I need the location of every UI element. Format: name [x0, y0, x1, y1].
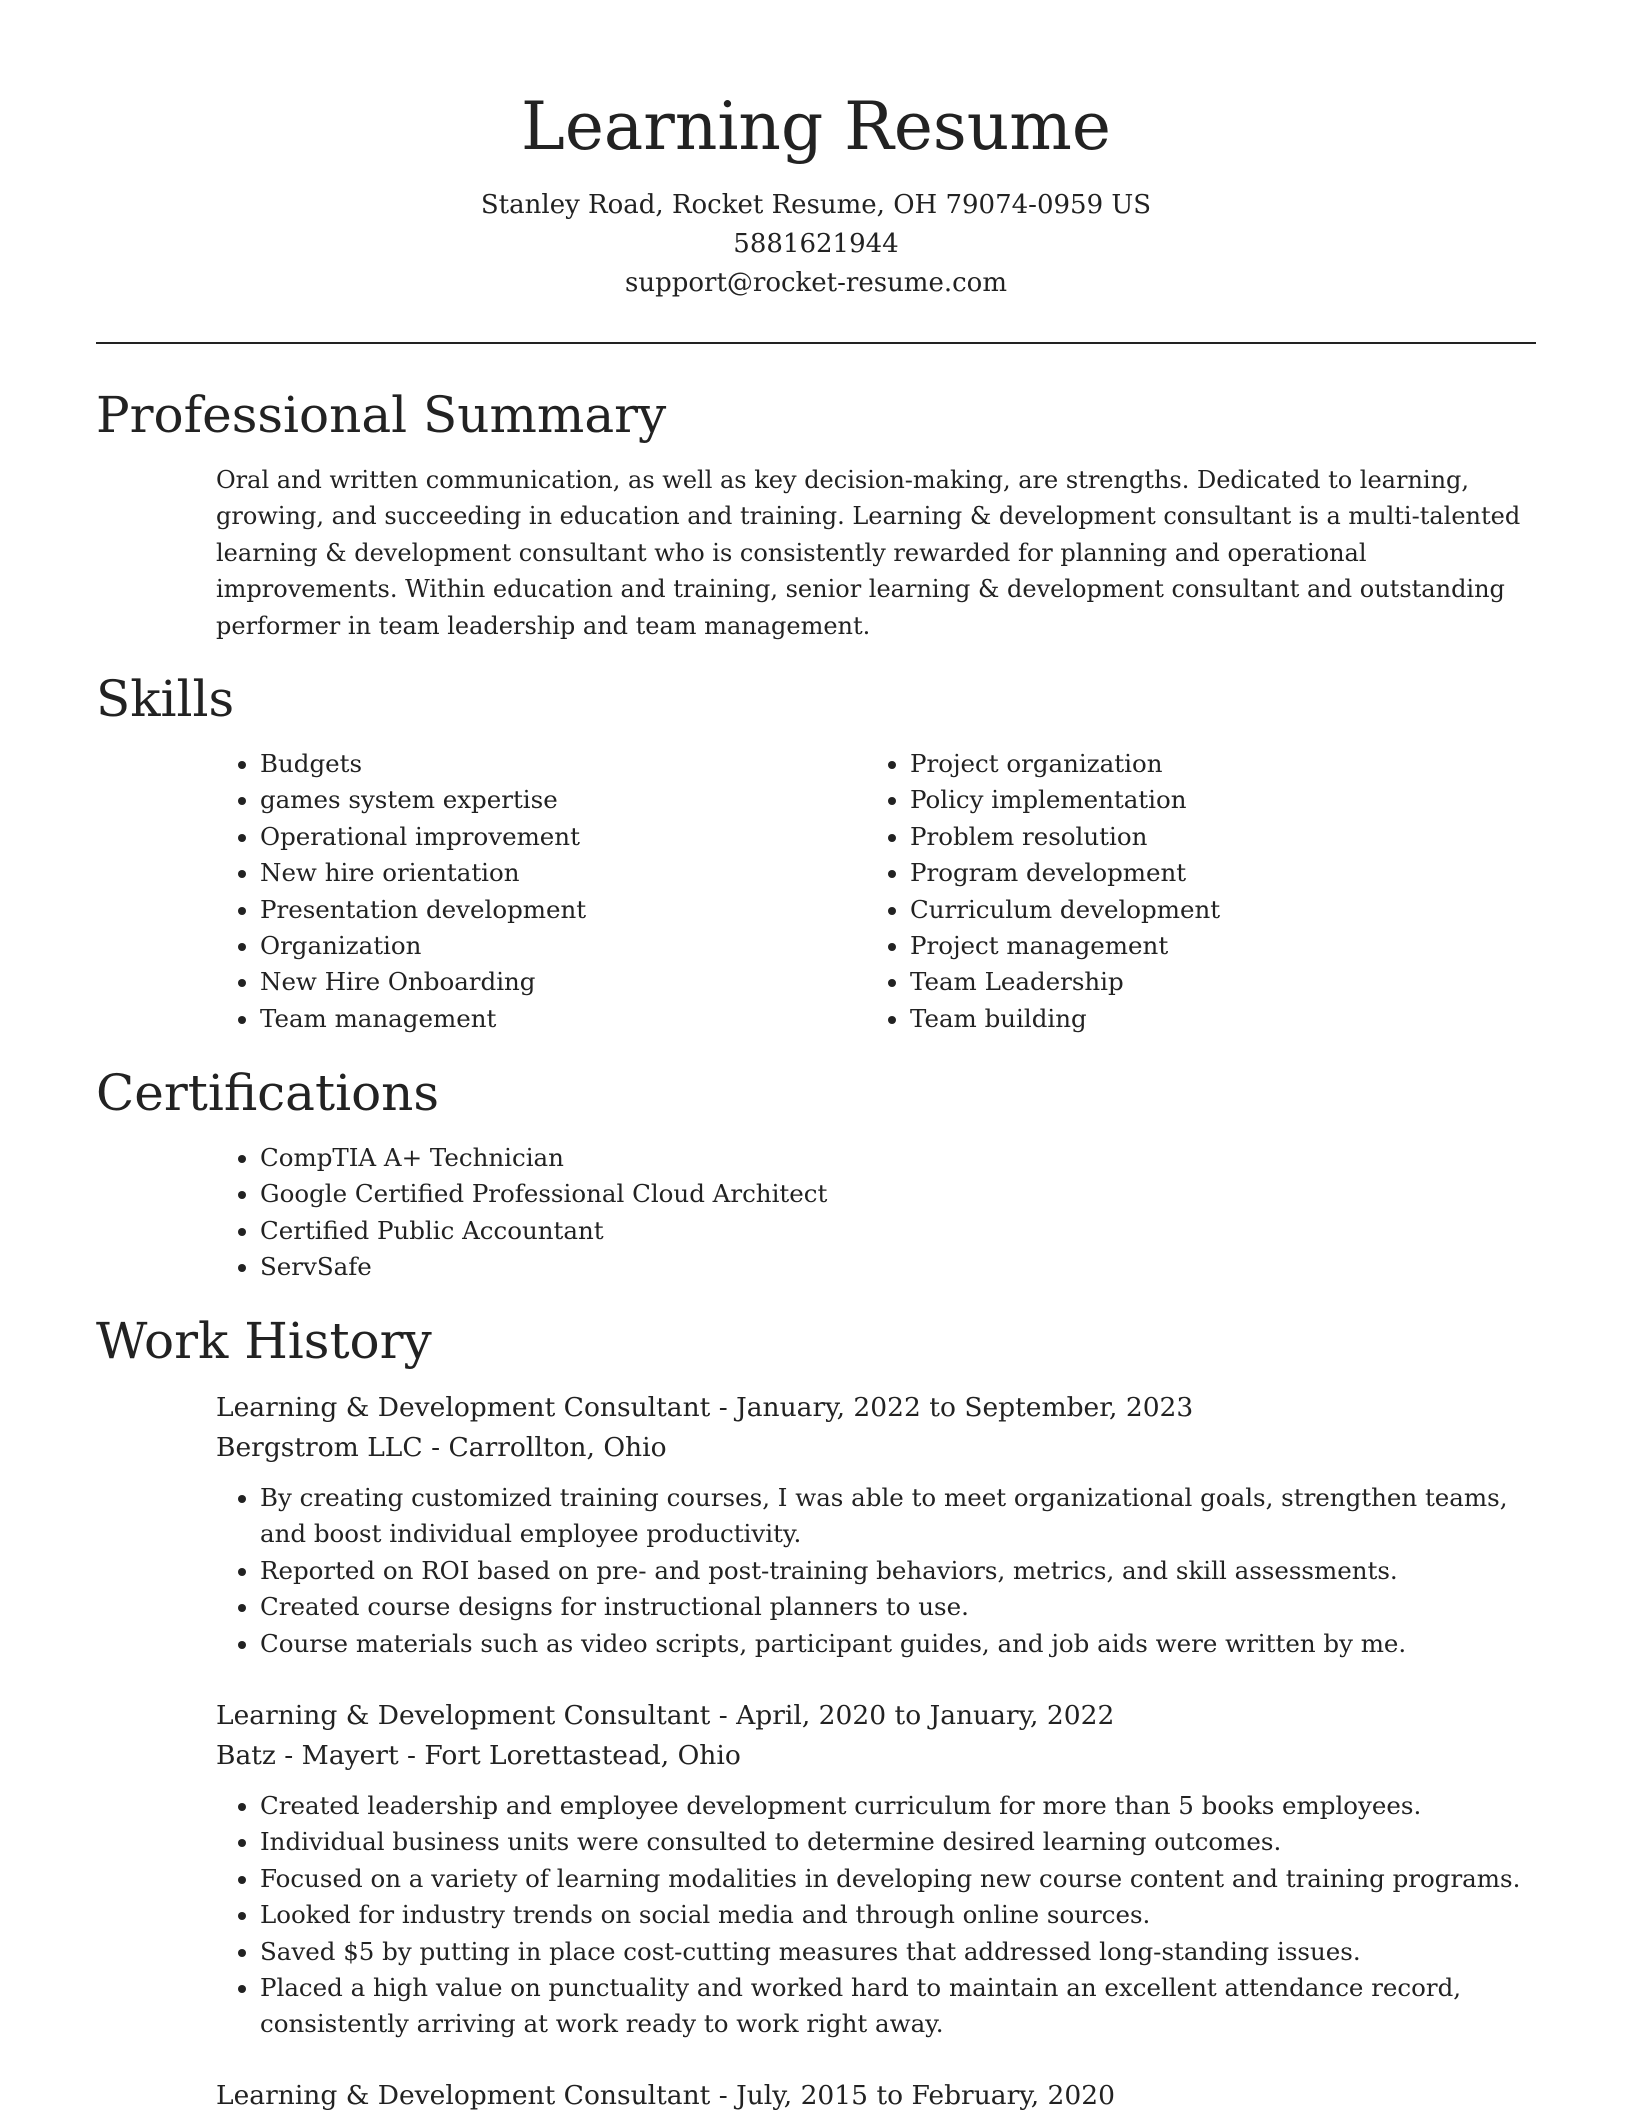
job-entry: [216, 2076, 1536, 2116]
job-bullet: • Looked for industry trends on social media and through online sources.: [260, 1897, 1536, 1933]
job-bullet: • Saved $5 by putting in place cost-cutting measures that addressed long-standing issues.: [260, 1934, 1536, 1970]
certifications-heading: Certifications: [96, 1064, 440, 1122]
job-company: Batz - Mayert: [216, 1740, 399, 1771]
job-title: Learning & Development Consultant: [216, 1392, 711, 1423]
job-title-line: Learning & Development Consultant - January, 2022 to September, 2023: [216, 1392, 1194, 1423]
job-title: Learning & Development Consultant: [216, 1700, 711, 1731]
job-dates: January, 2022 to September, 2023: [736, 1392, 1194, 1423]
job-bullet: • Created course designs for instructional planners to use.: [260, 1589, 1536, 1625]
job-title-line: Learning & Development Consultant - April, 2020 to January, 2022: [216, 1700, 1115, 1731]
job-location: Carrollton, Ohio: [448, 1432, 667, 1463]
skill-item: • Project management: [910, 928, 1220, 964]
certification-item: • Google Certified Professional Cloud Architect: [260, 1176, 827, 1212]
resume-name: Learning Resume: [521, 88, 1111, 165]
job-bullet: • Course materials such as video scripts, participant guides, and job aids were written by me.: [260, 1626, 1536, 1662]
job-location: Fort Lorettastead, Ohio: [424, 1740, 741, 1771]
skill-item: • Team management: [260, 1001, 586, 1037]
skill-item: • Budgets: [260, 746, 586, 782]
work-history-heading: Work History: [96, 1312, 432, 1370]
certifications-list-wrap: [216, 1140, 827, 1286]
job-bullet: • By creating customized training courses, I was able to meet organizational goals, strengthen teams, and boost individual employee productivity.: [260, 1480, 1536, 1553]
skill-item: • Presentation development: [260, 892, 586, 928]
job-bullets: [216, 1788, 1536, 2043]
skill-item: • Curriculum development: [910, 892, 1220, 928]
email: support@rocket-resume.com: [624, 268, 1007, 298]
certification-item: • ServSafe: [260, 1249, 827, 1285]
skills-right-list: [866, 746, 1220, 1037]
skill-item: • New Hire Onboarding: [260, 964, 586, 1000]
job-company-line: Bergstrom LLC - Carrollton, Ohio: [216, 1432, 667, 1463]
skills-right-column: [866, 746, 1220, 1037]
job-company-line: Batz - Mayert - Fort Lorettastead, Ohio: [216, 1740, 741, 1771]
job-title-line: Learning & Development Consultant - July, 2015 to February, 2020: [216, 2080, 1115, 2111]
skills-heading: Skills: [96, 670, 235, 728]
job-dates: April, 2020 to January, 2022: [736, 1700, 1115, 1731]
job-bullet: • Created leadership and employee development curriculum for more than 5 books employees.: [260, 1788, 1536, 1824]
skill-item: • Policy implementation: [910, 782, 1220, 818]
resume-header: [96, 78, 1536, 303]
skill-item: • Team building: [910, 1001, 1220, 1037]
skills-left-list: [216, 746, 586, 1037]
job-bullet: • Individual business units were consulted to determine desired learning outcomes.: [260, 1824, 1536, 1860]
job-bullets: [216, 1480, 1536, 1662]
skill-item: • Program development: [910, 855, 1220, 891]
job-bullet: • Reported on ROI based on pre- and post-training behaviors, metrics, and skill assessments.: [260, 1553, 1536, 1589]
certification-item: • Certified Public Accountant: [260, 1213, 827, 1249]
skill-item: • Problem resolution: [910, 819, 1220, 855]
skills-left-column: [216, 746, 586, 1037]
skill-item: • Project organization: [910, 746, 1220, 782]
job-title: Learning & Development Consultant: [216, 2080, 711, 2111]
job-bullet: • Placed a high value on punctuality and worked hard to maintain an excellent attendance record, consistently arriving at work ready to work right away.: [260, 1970, 1536, 2043]
skill-item: • New hire orientation: [260, 855, 586, 891]
skill-item: • games system expertise: [260, 782, 586, 818]
job-bullet: • Focused on a variety of learning modalities in developing new course content and training programs.: [260, 1861, 1536, 1897]
summary-heading: Professional Summary: [96, 386, 667, 444]
certification-item: • CompTIA A+ Technician: [260, 1140, 827, 1176]
job-dates: July, 2015 to February, 2020: [736, 2080, 1115, 2111]
job-entry: [216, 1388, 1536, 1662]
skill-item: • Operational improvement: [260, 819, 586, 855]
certifications-list: [216, 1140, 827, 1286]
address: Stanley Road, Rocket Resume, OH 79074-0959 US: [480, 190, 1152, 220]
job-entry: [216, 1696, 1536, 2043]
skill-item: • Organization: [260, 928, 586, 964]
phone: 5881621944: [733, 229, 899, 259]
job-company: Bergstrom LLC: [216, 1432, 423, 1463]
summary-text: Oral and written communication, as well as key decision-making, are strengths. Dedicated to learning, growing, and succeeding in education and training. Learning & development consultant is a multi-talented learning & development consultant who is consistently rewarded for planning and operational improvements. Within education and training, senior learning & development consultant and outstanding performer in team leadership and team management.: [216, 466, 1521, 640]
header-divider: [96, 342, 1536, 344]
skill-item: • Team Leadership: [910, 964, 1220, 1000]
